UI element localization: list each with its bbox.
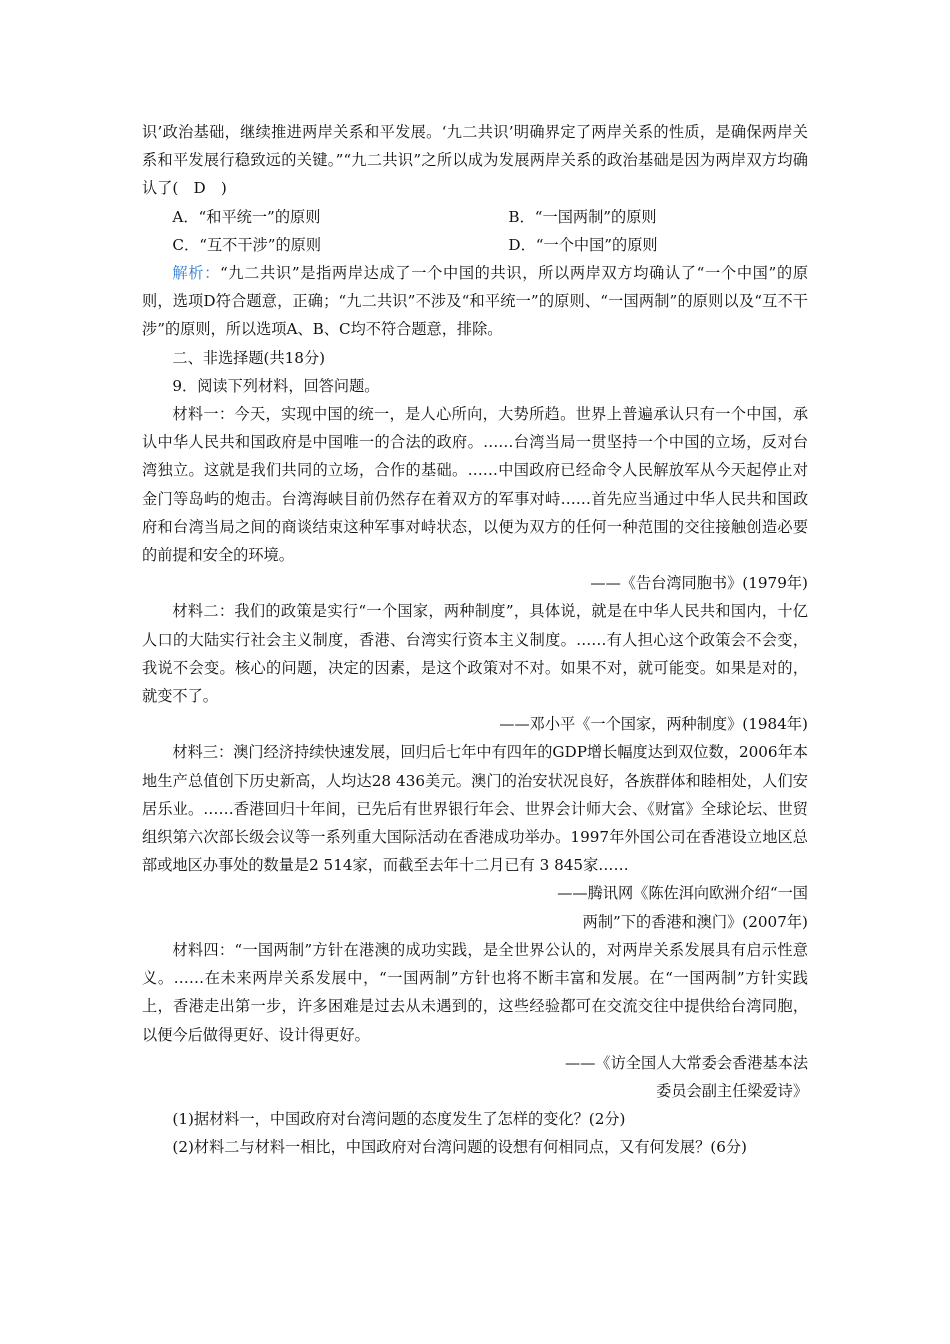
material-4-source-line2: 委员会副主任梁爱诗》	[656, 1081, 808, 1100]
material-2-source: ——邓小平《一个国家，两种制度》(1984年)	[499, 715, 808, 734]
material-3-source-line1: ——腾讯网《陈佐洱向欧洲介绍“一国	[557, 884, 808, 903]
material-2: 材料二：我们的政策是实行“一个国家，两种制度”，具体说，就是在中华人民共和国内，十亿人口的大陆实行社会主义制度，香港、台湾实行资本主义制度。……有人担心这个政策会不会变，我说不会变。核心的问题，决定的因素，是这个政策对不对。如果不对，就可能变。如果是对的，就变不了。	[142, 602, 808, 706]
document-body	[142, 118, 808, 1162]
material-1-source: ——《告台湾同胞书》(1979年)	[590, 574, 808, 593]
options-row-1	[142, 203, 808, 231]
sub-question-2: (2)材料二与材料一相比，中国政府对台湾问题的设想有何相同点，又有何发展？(6分)	[172, 1138, 747, 1157]
option-a: A．“和平统一”的原则	[172, 207, 321, 226]
analysis-label: 解析：	[172, 264, 220, 283]
material-4-source-line1: ——《访全国人大常委会香港基本法	[565, 1053, 808, 1072]
option-d: D．“一个中国”的原则	[508, 235, 658, 254]
question-9-prompt: 9．阅读下列材料，回答问题。	[172, 376, 380, 395]
section-title: 二、非选择题(共18分)	[172, 348, 326, 367]
question-8-stem: 识’政治基础，继续推进两岸关系和平发展。‘九二共识’明确界定了两岸关系的性质，是确保两岸关系和平发展行稳致远的关键。”“九二共识”之所以成为发展两岸关系的政治基础是因为两岸双方均确认了( D )	[142, 123, 808, 198]
analysis-text: “九二共识”是指两岸达成了一个中国的共识，所以两岸双方均确认了“一个中国”的原则，选项D符合题意，正确；“九二共识”不涉及“和平统一”的原则、“一国两制”的原则以及“互不干涉”的原则，所以选项A、B、C均不符合题意，排除。	[142, 264, 809, 339]
sub-question-1: (1)据材料一，中国政府对台湾问题的态度发生了怎样的变化？(2分)	[172, 1110, 626, 1129]
material-1: 材料一：今天，实现中国的统一，是人心所向，大势所趋。世界上普遍承认只有一个中国，承认中华人民共和国政府是中国唯一的合法的政府。……台湾当局一贯坚持一个中国的立场，反对台湾独立。这就是我们共同的立场，合作的基础。……中国政府已经命令人民解放军从今天起停止对金门等岛屿的炮击。台湾海峡目前仍然存在着双方的军事对峙……首先应当通过中华人民共和国政府和台湾当局之间的商谈结束这种军事对峙状态，以便为双方的任何一种范围的交往接触创造必要的前提和安全的环境。	[142, 405, 808, 565]
material-3: 材料三：澳门经济持续快速发展，回归后七年中有四年的GDP增长幅度达到双位数，2006年本地生产总值创下历史新高，人均达28 436美元。澳门的治安状况良好，各族群体和睦相处，人们安居乐业。……香港回归十年间，已先后有世界银行年会、世界会计师大会、《财富》全球论坛、世贸组织第六次部长级会议等一系列重大国际活动在香港成功举办。1997年外国公司在香港设立地区总部或地区办事处的数量是2 514家，而截至去年十二月已有 3 845家……	[142, 743, 808, 875]
option-b: B．“一国两制”的原则	[508, 207, 657, 226]
material-4: 材料四：“一国两制”方针在港澳的成功实践，是全世界公认的，对两岸关系发展具有启示性意义。……在未来两岸关系发展中，“一国两制”方针也将不断丰富和发展。在“一国两制”方针实践上，香港走出第一步，许多困难是过去从未遇到的，这些经验都可在交流交往中提供给台湾同胞，以便今后做得更好、设计得更好。	[142, 940, 808, 1044]
analysis-paragraph	[142, 259, 808, 344]
options-row-2	[142, 231, 808, 259]
option-c: C．“互不干涉”的原则	[172, 235, 322, 254]
material-3-source-line2: 两制”下的香港和澳门》(2007年)	[582, 912, 808, 931]
